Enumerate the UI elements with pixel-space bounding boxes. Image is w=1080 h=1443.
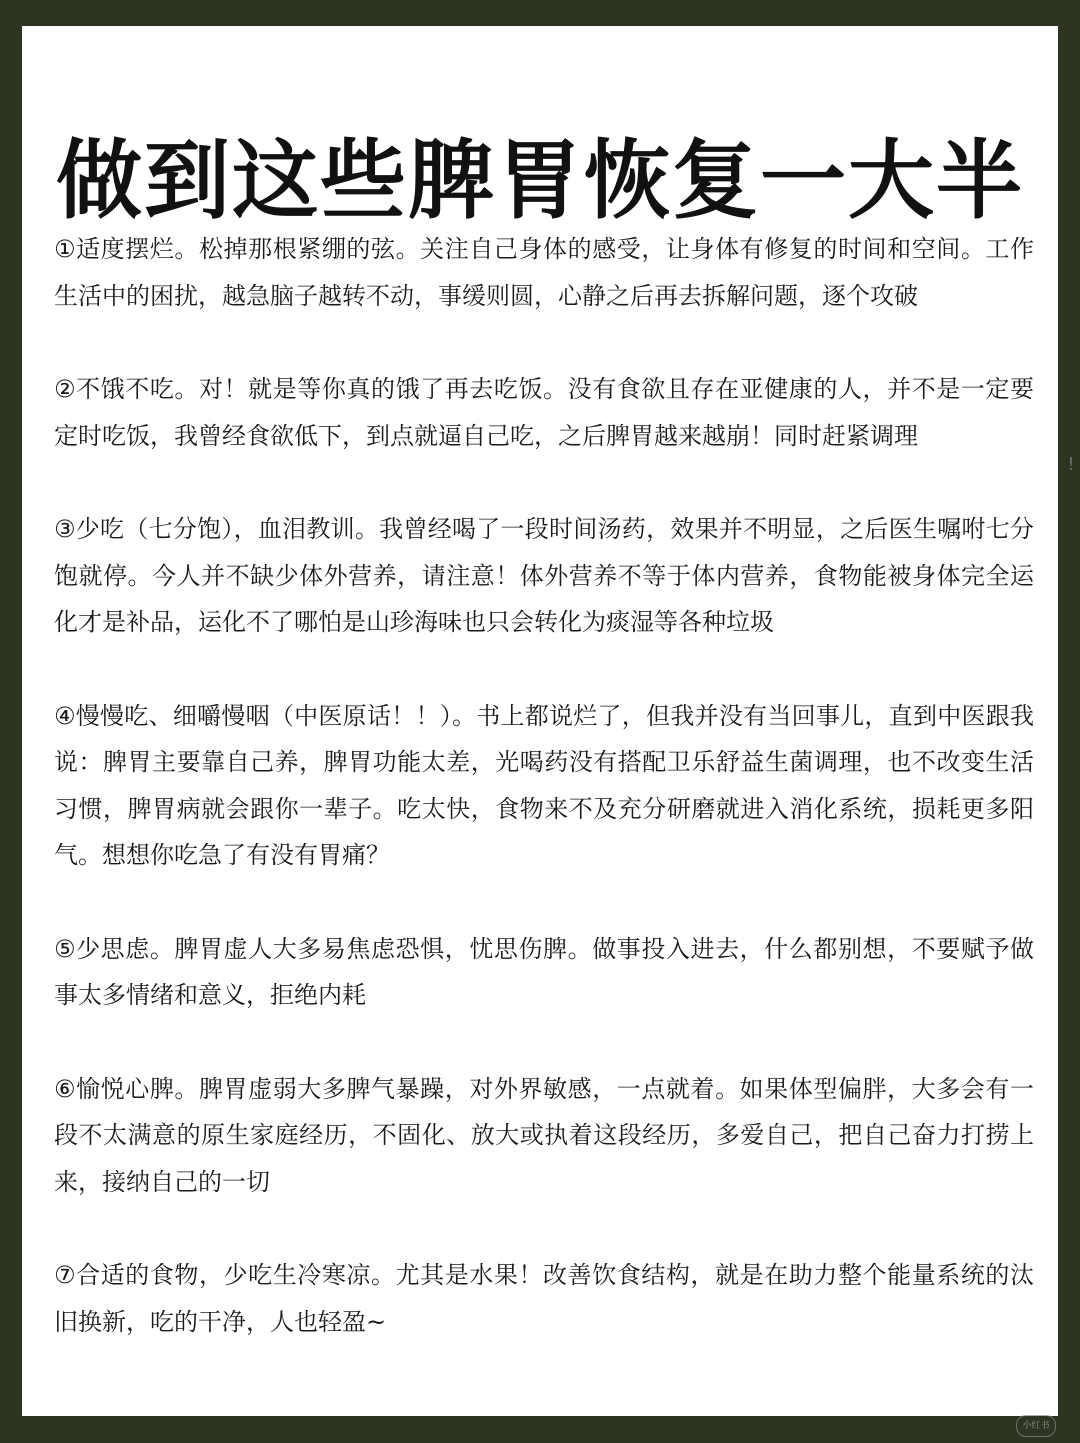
paragraph-5: ⑤少思虑。脾胃虚人大多易焦虑恐惧，忧思伤脾。做事投入进去，什么都别想，不要赋予做事太多情绪和意义，拒绝内耗 bbox=[54, 934, 1034, 1009]
page-title: 做到这些脾胃恢复一大半 bbox=[56, 131, 1024, 231]
paragraph-7: ⑦合适的食物，少吃生冷寒凉。尤其是水果！改善饮食结构，就是在助力整个能量系统的汰旧换新，吃的干净，人也轻盈~ bbox=[54, 1261, 1034, 1336]
paragraph-6: ⑥愉悦心脾。脾胃虚弱大多脾气暴躁，对外界敏感，一点就着。如果体型偏胖，大多会有一段不太满意的原生家庭经历，不固化、放大或执着这段经历，多爱自己，把自己奋力打捞上来，接纳自己的一切 bbox=[54, 1074, 1034, 1196]
paragraph-3: ③少吃（七分饱），血泪教训。我曾经喝了一段时间汤药，效果并不明显，之后医生嘱咐七分饱就停。今人并不缺少体外营养，请注意！体外营养不等于体内营养，食物能被身体完全运化才是补品，运化不了哪怕是山珍海味也只会转化为痰湿等各种垃圾 bbox=[54, 515, 1034, 636]
paragraph-1: ①适度摆烂。松掉那根紧绷的弦。关注自己身体的感受，让身体有修复的时间和空间。工作生活中的困扰，越急脑子越转不动，事缓则圆，心静之后再去拆解问题，逐个攻破 bbox=[54, 235, 1034, 310]
content-card bbox=[22, 26, 1058, 1416]
paragraph-2: ②不饿不吃。对！就是等你真的饿了再去吃饭。没有食欲且存在亚健康的人，并不是一定要定时吃饭，我曾经食欲低下，到点就逼自己吃，之后脾胃越来越崩！同时赶紧调理 bbox=[54, 375, 1034, 450]
paragraph-4: ④慢慢吃、细嚼慢咽（中医原话！！）。书上都说烂了，但我并没有当回事儿，直到中医跟我说：脾胃主要靠自己养，脾胃功能太差，光喝药没有搭配卫乐舒益生菌调理，也不改变生活习惯，脾胃病就会跟你一辈子。吃太快，食物来不及充分研磨就进入消化系统，损耗更多阳气。想想你吃急了有没有胃痛？ bbox=[54, 701, 1034, 869]
watermark-logo: 小红书 bbox=[1016, 1415, 1056, 1437]
side-mark: ! bbox=[1067, 454, 1075, 475]
article-body bbox=[54, 226, 1034, 1345]
